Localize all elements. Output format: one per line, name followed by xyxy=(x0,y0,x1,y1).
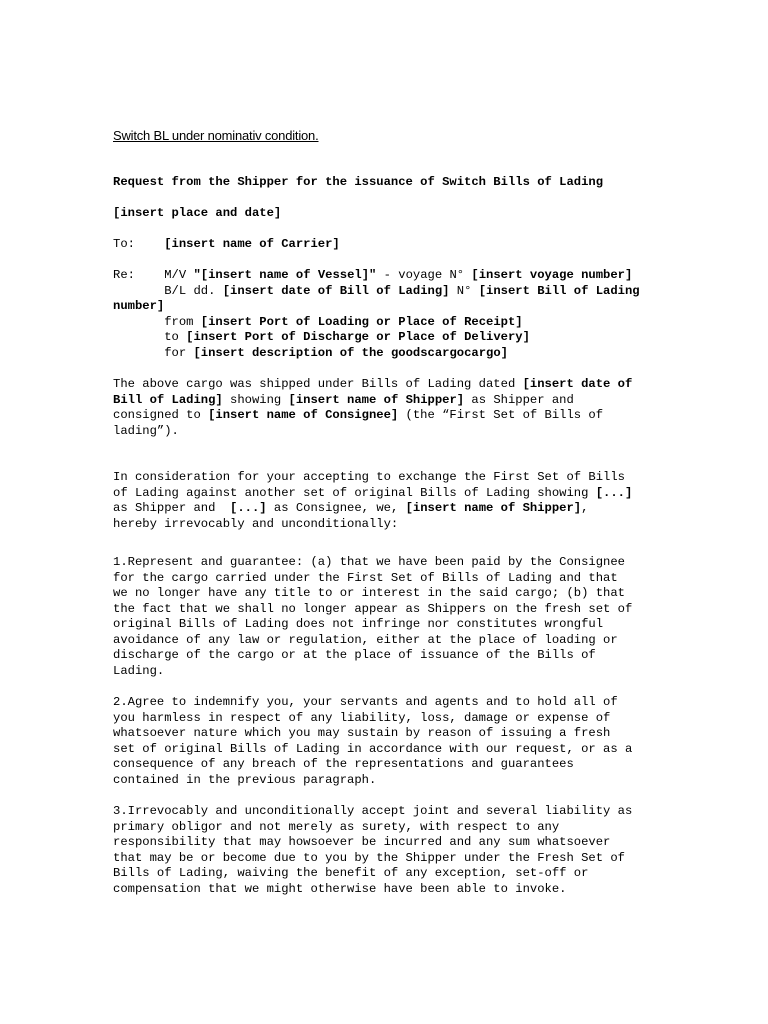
clause-2-indemnify: 2.Agree to indemnify you, your servants and agents and to hold all of you harmless in respect of any liability, loss, damage or expense of whatsoever nature which you may sustain by reason of issuing a fresh set of original Bills of Lading in accordance with our request, or as a consequence of any breach of the representations and guarantees contained in the previous paragraph. xyxy=(113,695,633,787)
bl-date: [insert date of Bill of Lading] xyxy=(222,283,450,298)
re-from-line: from [insert Port of Loading or Place of Receipt] xyxy=(164,314,523,329)
to-line xyxy=(113,237,340,253)
re-to-line: to [insert Port of Discharge or Place of Delivery] xyxy=(164,330,530,344)
request-heading: Request from the Shipper for the issuance of Switch Bills of Lading xyxy=(113,175,604,189)
bl-number: [insert Bill of Lading xyxy=(478,283,640,298)
bl-number-cont: number] xyxy=(113,299,165,313)
clause-3-liability: 3.Irrevocably and unconditionally accept joint and several liability as primary obligor and not merely as surety, with respect to any responsibility that may howsoever be incurred and any sum whatsoever that may be or become due to you by the Shipper under the Fresh Set of Bills of Lading, waiving the benefit of any exception, set-off or compensation that we might otherwise have been able to invoke. xyxy=(113,804,633,896)
place-and-date: [insert place and date] xyxy=(113,206,282,220)
to-label: To: xyxy=(113,237,135,251)
port-of-discharge: [insert Port of Discharge or Place of Delivery] xyxy=(186,330,530,344)
clause-1-represent: 1.Represent and guarantee: (a) that we have been paid by the Consignee for the cargo carried under the First Set of Bills of Lading and that we no longer have any title to or interest in the said cargo; (b) that the fact that we shall no longer appear as Shippers on the fresh set of original Bills of Lading does not infringe nor constitutes wrongful avoidance of any law or regulation, either at the place of loading or discharge of the cargo or at the place of issuance of the Bills of Lading. xyxy=(113,555,633,678)
voyage-number: [insert voyage number] xyxy=(471,268,633,282)
vessel-name: "[insert name of Vessel]" xyxy=(193,268,377,282)
goods-description: [insert description of the goodscargocargo] xyxy=(193,345,508,360)
paragraph-cargo-shipped: The above cargo was shipped under Bills of Lading dated [insert date of Bill of Lading] showing [insert name of Shipper] as Shipper and consigned to [insert name of Consignee] (the “First Set of Bills of lading”). xyxy=(113,377,633,438)
re-block xyxy=(113,268,640,361)
document-title: Switch BL under nominativ condition. xyxy=(113,128,319,143)
re-label: Re: xyxy=(113,268,135,282)
re-vessel-line: Re: M/V "[insert name of Vessel]" - voyage N° [insert voyage number] xyxy=(113,268,633,282)
port-of-loading: [insert Port of Loading or Place of Receipt] xyxy=(200,314,523,329)
paragraph-consideration: In consideration for your accepting to exchange the First Set of Bills of Lading against another set of original Bills of Lading showing [...] as Shipper and [...] as Consignee, we, [insert name of Shipper], hereby irrevocably and unconditionally: xyxy=(113,470,633,531)
re-for-line: for [insert description of the goodscargocargo] xyxy=(164,345,508,360)
carrier-name: [insert name of Carrier] xyxy=(164,237,340,251)
re-bl-line: B/L dd. [insert date of Bill of Lading] N° [insert Bill of Lading xyxy=(164,283,640,298)
